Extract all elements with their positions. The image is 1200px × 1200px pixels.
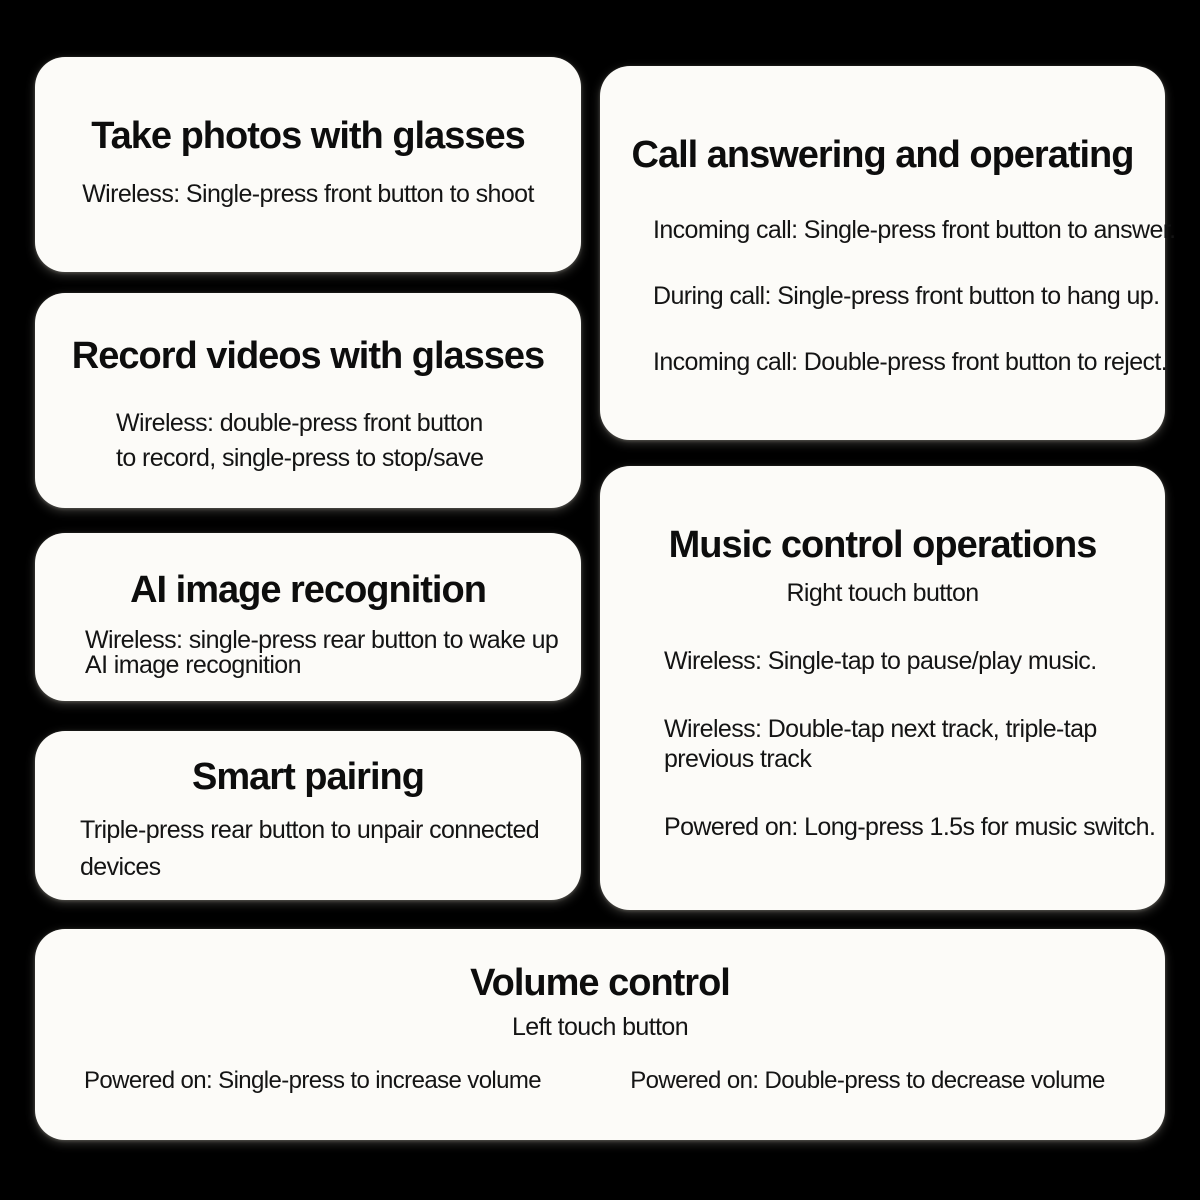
card-ai-image-recognition: [35, 533, 581, 701]
card-text-line: Triple-press rear button to unpair connected: [80, 816, 540, 844]
card-text-block: [35, 628, 581, 678]
card-text-line: devices: [80, 853, 161, 881]
card-title-take-photos: Take photos with glasses: [91, 115, 525, 157]
card-text-line: Incoming call: Double-press front button to reject.: [653, 348, 1168, 376]
card-text-block: [600, 646, 1165, 676]
card-title-call-answering: Call answering and operating: [631, 134, 1134, 176]
volume-increase-text: Powered on: Single-press to increase volume: [83, 1067, 542, 1094]
card-title-ai-image: AI image recognition: [130, 569, 486, 611]
card-record-videos: [35, 293, 581, 508]
card-title-volume-control: Volume control: [470, 962, 730, 1004]
card-smart-pairing: [35, 731, 581, 900]
card-title-smart-pairing: Smart pairing: [192, 756, 424, 798]
card-text-block: [35, 406, 581, 476]
card-text-line: Powered on: Long-press 1.5s for music switch.: [664, 813, 1156, 841]
card-text-block: [600, 812, 1165, 842]
card-subtitle-left-touch-button: Left touch button: [511, 1013, 689, 1041]
card-volume-control: [35, 929, 1165, 1140]
card-text-line: During call: Single-press front button to hang up.: [653, 282, 1160, 310]
card-text-line: Wireless: double-press front button: [116, 409, 483, 437]
card-text-line: previous track: [664, 745, 812, 773]
volume-columns-row: [35, 1066, 1165, 1096]
card-text-block: [35, 812, 581, 886]
card-text-line: Wireless: Single-tap to pause/play music.: [664, 647, 1097, 675]
card-text-line: Wireless: Double-tap next track, triple-tap: [664, 715, 1097, 743]
card-text-block: [600, 714, 1165, 774]
card-music-control: [600, 466, 1165, 910]
card-call-answering: [600, 66, 1176, 440]
card-text-line: Wireless: Single-press front button to shoot: [82, 180, 534, 208]
card-text-line: to record, single-press to stop/save: [116, 444, 484, 472]
card-text-line: Wireless: single-press rear button to wake up: [85, 626, 559, 654]
volume-decrease-text: Powered on: Double-press to decrease volume: [630, 1067, 1105, 1094]
card-subtitle-right-touch-button: Right touch button: [786, 579, 979, 607]
card-text-line: AI image recognition: [85, 651, 301, 679]
card-text-line: Incoming call: Single-press front button to answer.: [653, 216, 1176, 244]
card-title-record-videos: Record videos with glasses: [71, 335, 545, 377]
card-title-music-control: Music control operations: [668, 524, 1097, 566]
card-take-photos: [35, 57, 581, 272]
